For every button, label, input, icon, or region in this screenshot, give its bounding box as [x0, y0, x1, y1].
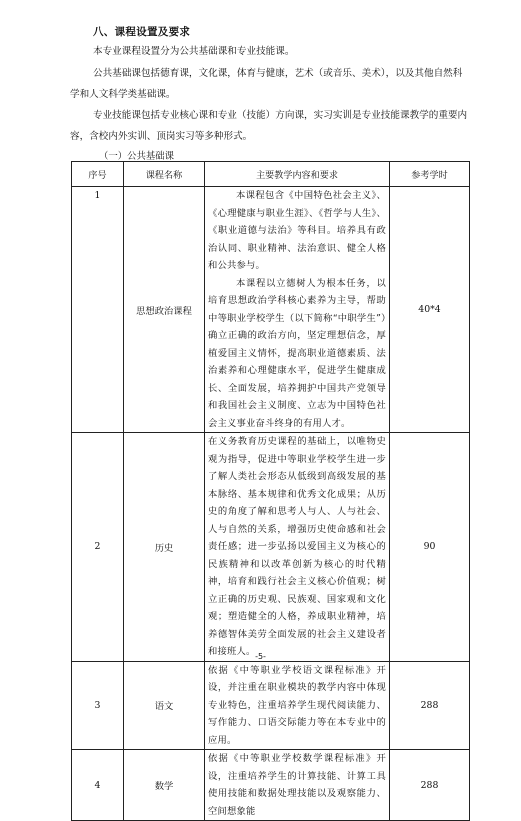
table-row: [72, 433, 470, 662]
professional-courses-paragraph: 专业技能课包括专业核心课和专业（技能）方向课，实习实训是专业技能课教学的重要内容，含校内外实训、顶岗实习等多种形式。: [70, 110, 468, 142]
row-hours: 90: [390, 433, 470, 662]
row-seq: 3: [72, 661, 124, 750]
course-table: [71, 161, 470, 821]
header-hours: 参考学时: [390, 162, 470, 187]
content-paragraph: 本课程包含《中国特色社会主义》、《心理健康与职业生涯》、《哲学与人生》、《职业道德与法治》等科目。培养具有政治认同、职业精神、法治意识、健全人格和公共参与。: [208, 190, 386, 271]
content-paragraph: 本课程以立德树人为根本任务，以培育思想政治学科核心素养为主导，帮助中等职业学校学生（以下简称“中职学生”）确立正确的政治方向，坚定理想信念，厚植爱国主义情怀，提高职业道德素质、法治素养和心理健康水平，促进学生健康成长、全面发展，培养拥护中国共产党领导和我国社会主义制度、立志为中国特色社会主义事业奋斗终身的有用人才。: [208, 277, 386, 429]
page-number: -5-: [255, 652, 266, 661]
content-paragraph: 在义务教育历史课程的基础上，以唯物史观为指导，促进中等职业学校学生进一步了解人类社会形态从低级到高级发展的基本脉络、基本规律和优秀文化成果；从历史的角度了解和思考人与人、人与社会、人与自然的关系，增强历史使命感和社会责任感；进一步弘扬以爱国主义为核心的民族精神和以改革创新为核心的时代精神，培育和践行社会主义核心价值观；树立正确的历史观、民族观、国家观和文化观；塑造健全的人格，养成职业精神，培养德智体美劳全面发展的社会主义建设者和接班人。: [208, 436, 386, 657]
section-heading: 八、课程设置及要求: [93, 26, 191, 38]
row-content: [205, 433, 390, 662]
row-course-name: 语文: [124, 661, 205, 750]
subsection-heading: （一）公共基础课: [99, 151, 175, 162]
row-hours: 288: [390, 661, 470, 750]
table-row: [72, 661, 470, 750]
header-seq: 序号: [72, 162, 124, 187]
row-content: [205, 661, 390, 750]
row-seq: 1: [72, 187, 124, 433]
row-content: [205, 750, 390, 821]
public-courses-paragraph: 公共基础课包括德育课，文化课，体育与健康，艺术（或音乐、美术），以及其他自然科学和人文科学类基础课。: [70, 68, 463, 100]
header-course-name: 课程名称: [124, 162, 205, 187]
row-hours: 40*4: [390, 187, 470, 433]
table-row: [72, 750, 470, 821]
row-seq: 2: [72, 433, 124, 662]
row-hours: 288: [390, 750, 470, 821]
content-paragraph: 依据《中等职业学校数学课程标准》开设，注重培养学生的计算技能、计算工具使用技能和数据处理技能以及观察能力、空间想象能: [208, 753, 386, 817]
table-row: [72, 187, 470, 433]
row-content: [205, 187, 390, 433]
content-paragraph: 依据《中等职业学校语文课程标准》开设，并注重在职业模块的教学内容中体现专业特色，注重培养学生现代阅读能力、写作能力、口语交际能力等在本专业中的应用。: [208, 664, 386, 746]
header-content: 主要教学内容和要求: [205, 162, 390, 187]
table-header-row: [72, 162, 470, 187]
intro-paragraph: 本专业课程设置分为公共基础课和专业技能课。: [93, 46, 295, 57]
row-course-name: 历史: [124, 433, 205, 662]
row-course-name: 思想政治课程: [124, 187, 205, 433]
row-seq: 4: [72, 750, 124, 821]
row-course-name: 数学: [124, 750, 205, 821]
